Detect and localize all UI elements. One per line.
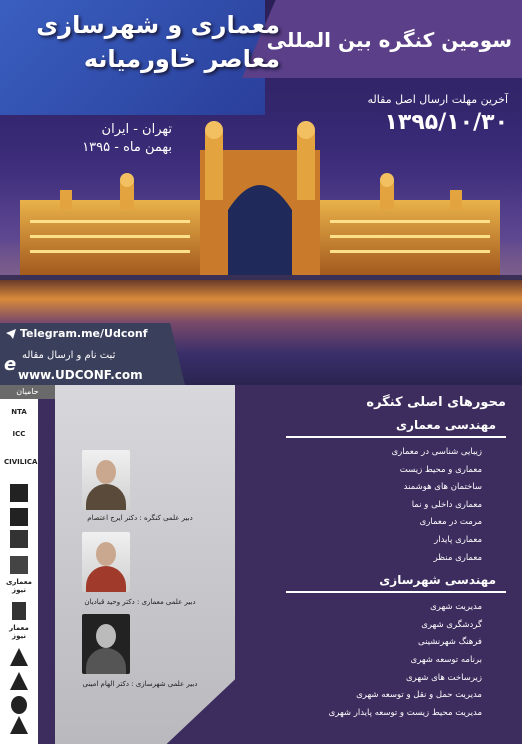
list-item: مدیریت محیط زیست و توسعه پایدار شهری (328, 707, 482, 718)
person-photo (82, 614, 130, 674)
telegram-link[interactable]: Telegram.me/Udconf (6, 327, 148, 340)
sponsor-logo (10, 484, 28, 502)
architecture-title: مهندسی معماری (396, 418, 496, 432)
list-item: زیرساخت های شهری (406, 672, 482, 683)
sponsor-logo (10, 530, 28, 548)
browser-icon: e (4, 354, 17, 375)
telegram-icon (6, 329, 16, 339)
sponsor-logo (10, 508, 28, 526)
sponsor-logo: NTA (11, 408, 27, 416)
list-item: فرهنگ شهرنشینی (417, 637, 482, 648)
deadline-date: ۱۳۹۵/۱۰/۳۰ (384, 110, 508, 135)
person-caption: دبیر علمی شهرسازی : دکتر الهام امینی (82, 680, 198, 688)
list-item: معماری داخلی و نما (411, 499, 482, 510)
sponsor-logo (11, 696, 27, 714)
website-link[interactable]: www.UDCONF.com (18, 368, 143, 382)
congress-number: سومین کنگره بین المللی (266, 28, 512, 52)
congress-axes (282, 395, 514, 735)
person-photo (82, 450, 130, 510)
sponsors-tab: حامیان (0, 385, 55, 399)
event-date: بهمن ماه - ۱۳۹۵ (82, 140, 172, 155)
list-item: معماری منظر (433, 552, 482, 563)
person-caption: دبیر علمی کنگره : دکتر ایرج اعتصام (87, 514, 193, 522)
axes-title: محورهای اصلی کنگره (366, 395, 506, 410)
sponsor-logo (10, 556, 28, 574)
person-caption: دبیر علمی معماری : دکتر وحید قبادیان (84, 598, 196, 606)
list-item: گردشگری شهری (421, 619, 482, 630)
deadline-label: آخرین مهلت ارسال اصل مقاله (367, 93, 508, 106)
sponsor-logo: ICC (12, 430, 26, 438)
sponsor-logo: CIVILICA (4, 458, 38, 466)
sponsor-logo (12, 602, 26, 620)
list-item: مرمت در معماری (419, 517, 482, 528)
urban-title: مهندسی شهرسازی (379, 573, 496, 588)
list-item: برنامه توسعه شهری (410, 654, 482, 665)
sponsor-logo: معماری نیوز (5, 578, 33, 594)
list-item: معماری پایدار (434, 534, 482, 545)
list-item: معماری و محیط زیست (399, 464, 482, 475)
congress-title: معماری و شهرسازی معاصر خاورمیانه (36, 11, 280, 73)
list-item: مدیریت حمل و نقل و توسعه شهری (356, 690, 482, 701)
sponsor-logo: معمار نیوز (9, 624, 29, 640)
person-photo (82, 532, 130, 592)
location-city: تهران - ایران (101, 122, 172, 137)
list-item: ساختمان های هوشمند (403, 482, 482, 493)
list-item: زیبایی شناسی در معماری (391, 447, 482, 457)
divider (286, 591, 506, 593)
register-text: ثبت نام و ارسال مقاله (22, 350, 116, 361)
list-item: مدیریت شهری (430, 602, 482, 613)
divider (286, 436, 506, 438)
